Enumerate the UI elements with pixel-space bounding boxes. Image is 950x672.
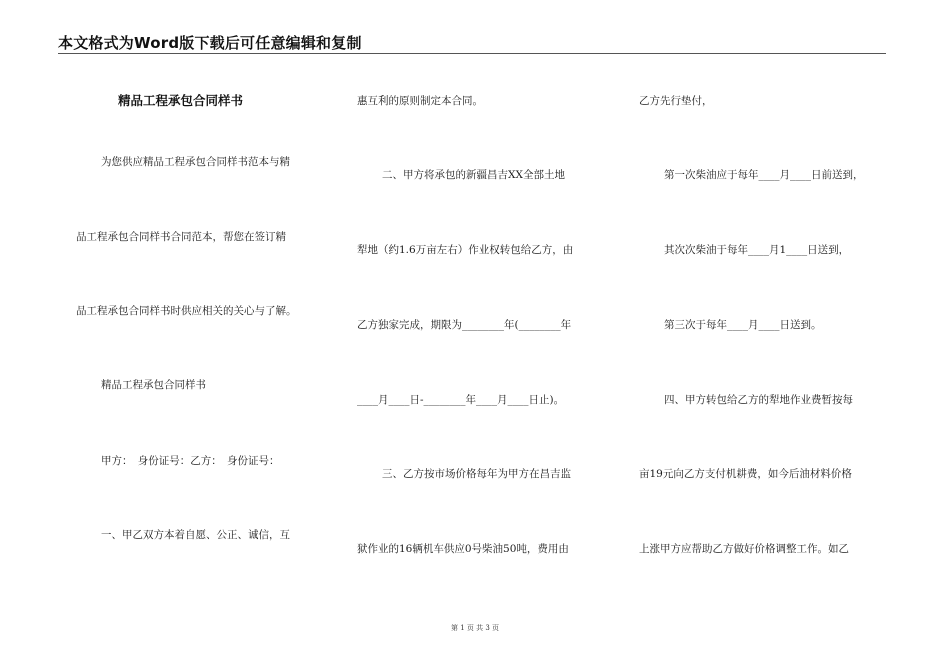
document-header: 本文格式为Word版下载后可任意编辑和复制 <box>58 34 362 52</box>
paragraph-line: 乙方先行垫付， <box>639 95 713 107</box>
paragraph-line: 犁地（约1.6万亩左右）作业权转包给乙方，由 <box>357 244 574 256</box>
contract-title: 精品工程承包合同样书 <box>118 93 244 108</box>
paragraph-line: 惠互利的原则制定本合同。 <box>357 95 483 107</box>
paragraph-line: 亩19元向乙方支付机耕费，如今后油材料价格 <box>639 468 852 480</box>
paragraph-line: 品工程承包合同样书合同范本，帮您在签订精 <box>76 231 286 243</box>
paragraph-line: 品工程承包合同样书时供应相关的关心与了解。 <box>76 305 297 317</box>
paragraph-line: 其次次柴油于每年____月1____日送到， <box>664 244 850 256</box>
paragraph-line: 精品工程承包合同样书 <box>101 379 206 391</box>
parties-line: 甲方： 身份证号：乙方： 身份证号： <box>101 455 280 467</box>
paragraph-line: 上涨甲方应帮助乙方做好价格调整工作。如乙 <box>639 543 849 555</box>
paragraph-line: 第一次柴油应于每年____月____日前送到， <box>664 169 864 181</box>
header-divider <box>58 53 886 54</box>
paragraph-line: 第三次于每年____月____日送到。 <box>664 319 822 331</box>
paragraph-line: 乙方独家完成，期限为________年(________年 <box>357 319 572 331</box>
clause-line: 三、乙方按市场价格每年为甲方在昌吉监 <box>382 468 571 480</box>
paragraph-line: 为您供应精品工程承包合同样书范本与精 <box>101 156 290 168</box>
clause-line: 四、甲方转包给乙方的犁地作业费暂按每 <box>664 394 853 406</box>
paragraph-line: 狱作业的16辆机车供应0号柴油50吨，费用由 <box>357 543 569 555</box>
page-number: 第 1 页 共 3 页 <box>450 624 500 632</box>
clause-line: 二、甲方将承包的新疆昌吉XX全部土地 <box>382 169 565 181</box>
paragraph-line: ____月____日-________年____月____日止)。 <box>357 394 565 406</box>
clause-line: 一、甲乙双方本着自愿、公正、诚信，互 <box>101 529 290 541</box>
